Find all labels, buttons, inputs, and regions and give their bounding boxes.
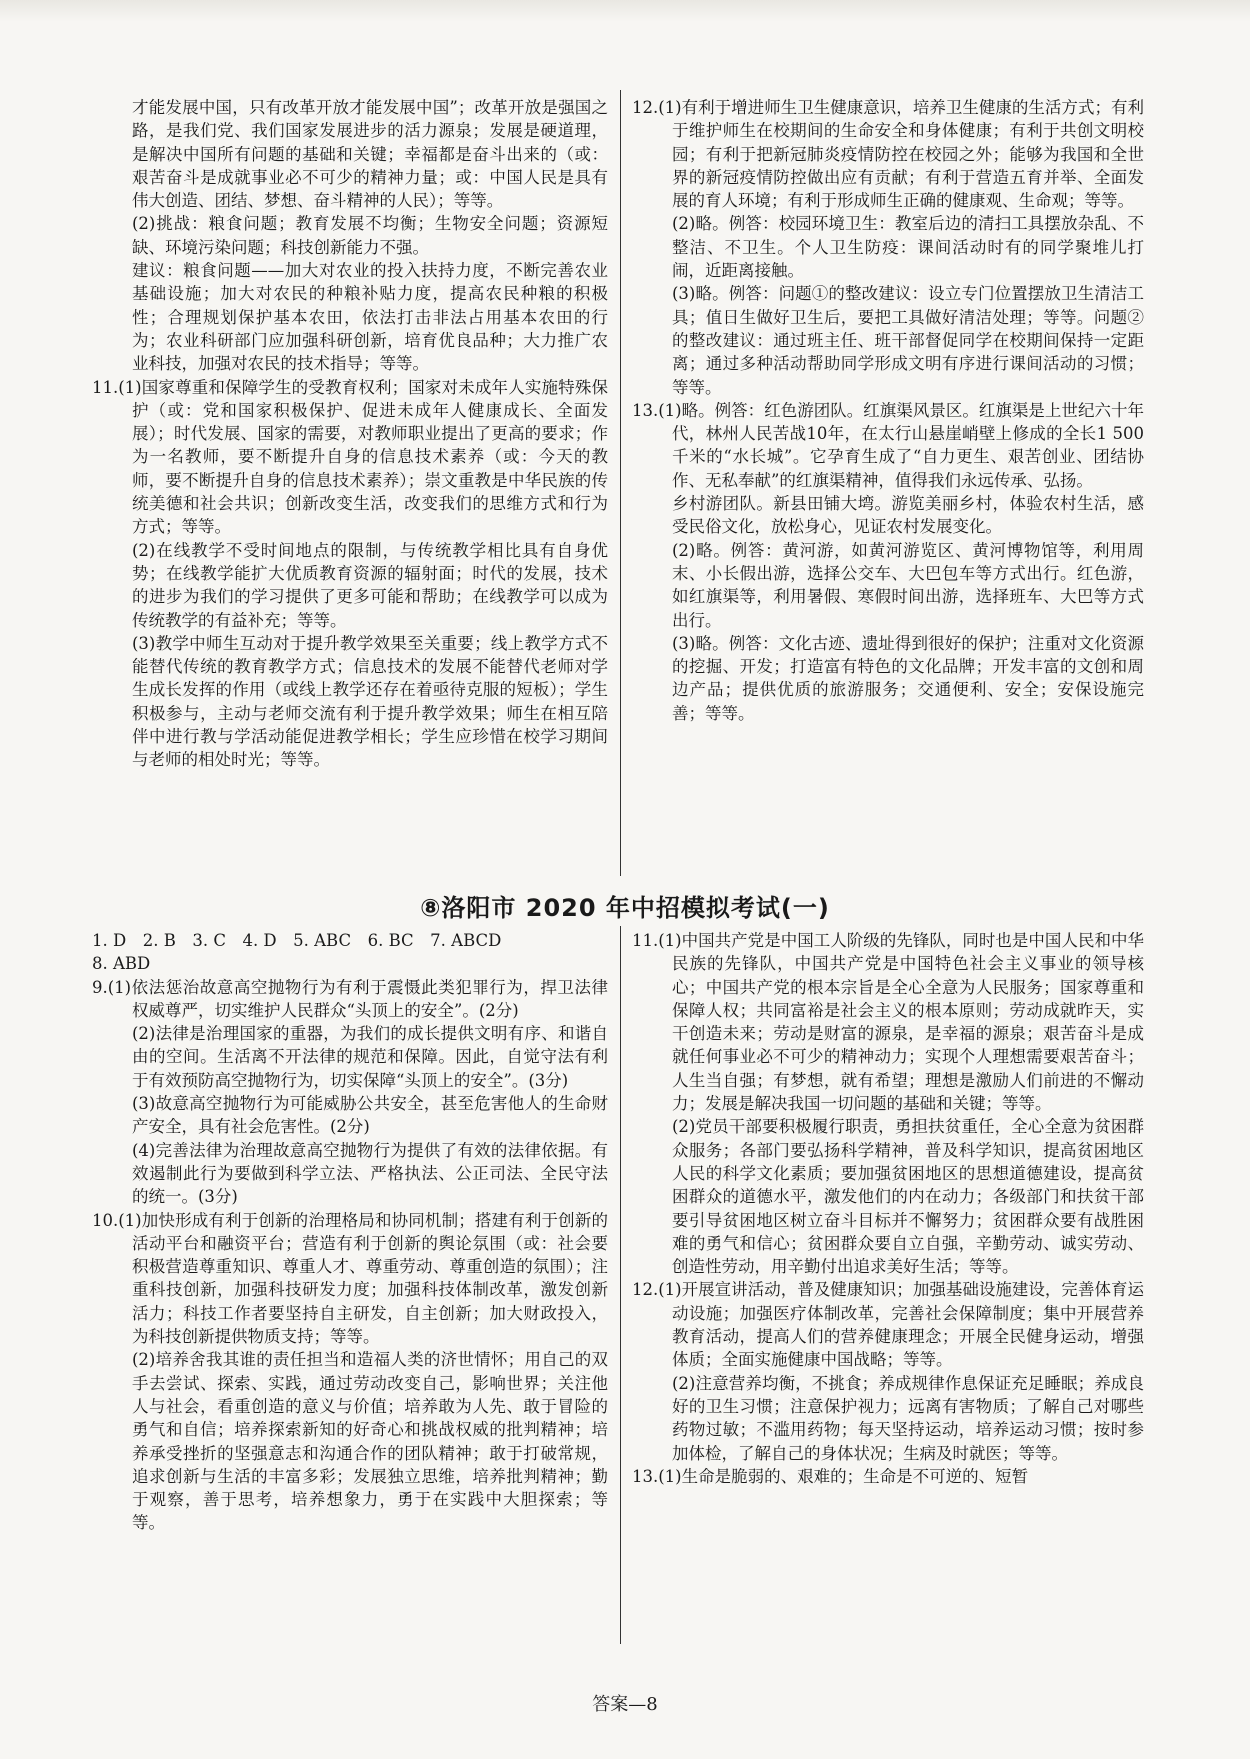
answer-paragraph: (3)教学中师生互动对于提升教学效果至关重要；线上教学方式不能替代传统的教育教学方式；信息技术的发展不能替代老师对学生成长发挥的作用（或线上教学还存在着亟待克服的短板）；学生积极参与，主动与老师交流有利于提升教学效果；师生在相互陪伴中进行教与学活动能促进教学相长；学生应珍惜在校学习期间与老师的相处时光；等等。 (132, 633, 608, 770)
answer-paragraph: (2)法律是治理国家的重器，为我们的成长提供文明有序、和谐自由的空间。生活离不开法律的规范和保障。因此，自觉守法有利于有效预防高空抛物行为，切实保障“头顶上的安全”。(3分) (132, 1024, 608, 1090)
answer-paragraph: 12.(1)有利于增进师生卫生健康意识，培养卫生健康的生活方式；有利于维护师生在校期间的生命安全和身体健康；有利于共创文明校园；有利于把新冠肺炎疫情防控在校园之外；能够为我国和全世界的新冠疫情防控做出应有贡献；有利于营造五育并举、全面发展的育人环境；有利于形成师生正确的健康观、生命观；等等。 (632, 98, 1144, 211)
answer-paragraph: (2)培养舍我其谁的责任担当和造福人类的济世情怀；用自己的双手去尝试、探索、实践，通过劳动改变自己，影响世界；关注他人与社会，看重创造的意义与价值；培养敢为人先、敢于冒险的勇气和自信；培养探索新知的好奇心和挑战权威的批判精神；培养承受挫折的坚强意志和沟通合作的团队精神；敢于打破常规，追求创新与生活的丰富多彩；发展独立思维，培养批判精神；勤于观察，善于思考，培养想象力，勇于在实践中大胆探索；等等。 (132, 1350, 608, 1533)
answer-paragraph: 13.(1)略。例答：红色游团队。红旗渠风景区。红旗渠是上世纪六十年代，林州人民苦战10年，在太行山悬崖峭壁上修成的全长1 500千米的“水长城”。它孕育生成了“自力更生、艰苦创业、团结协作、无私奉献”的红旗渠精神，值得我们永远传承、弘扬。 (632, 400, 1144, 490)
answer-paragraph: (3)略。例答：问题①的整改建议：设立专门位置摆放卫生清洁工具；值日生做好卫生后，要把工具做好清洁处理；等等。问题②的整改建议：通过班主任、班干部督促同学在校期间保持一定距离；通过多种活动帮助同学形成文明有序进行课间活动的习惯；等等。 (672, 284, 1144, 397)
answer-paragraph: 8. ABD (92, 954, 151, 974)
answer-paragraph: (2)略。例答：校园环境卫生：教室后边的清扫工具摆放杂乱、不整洁、不卫生。个人卫生防疫：课间活动时有的同学聚堆儿打闹，近距离接触。 (672, 214, 1144, 281)
page-footer: 答案—8 (592, 1694, 658, 1715)
column-divider-top (620, 90, 621, 876)
answer-paragraph: (3)略。例答：文化古迹、遗址得到很好的保护；注重对文化资源的挖掘、开发；打造富有特色的文化品牌；开发丰富的文创和周边产品；提供优质的旅游服务；交通便利、安全；安保设施完善；等等。 (672, 633, 1144, 723)
answer-paragraph: (2)在线教学不受时间地点的限制，与传统教学相比具有自身优势；在线教学能扩大优质教育资源的辐射面；时代的发展，技术的进步为我们的学习提供了更多可能和帮助；在线教学可以成为传统教学的有益补充；等等。 (132, 540, 608, 630)
answer-paragraph: 9.(1)依法惩治故意高空抛物行为有利于震慑此类犯罪行为，捍卫法律权威尊严，切实维护人民群众“头顶上的安全”。(2分) (92, 977, 608, 1020)
answer-paragraph: 13.(1)生命是脆弱的、艰难的；生命是不可逆的、短暂 (632, 1466, 1029, 1486)
answer-paragraph: (3)故意高空抛物行为可能威胁公共安全，甚至危害他人的生命财产安全，具有社会危害性。(2分) (132, 1094, 608, 1137)
answer-paragraph: (2)党员干部要积极履行职责，勇担扶贫重任，全心全意为贫困群众服务；各部门要弘扬科学精神，普及科学知识，提高贫困地区人民的科学文化素质；要加强贫困地区的思想道德建设，提高贫困群众的道德水平，激发他们的内在动力；各级部门和扶贫干部要引导贫困地区树立奋斗目标并不懈努力；贫困群众要有战胜困难的勇气和信心；贫困群众要自立自强，辛勤劳动、诚实劳动、创造性劳动，用辛勤付出追求美好生活；等等。 (672, 1117, 1144, 1277)
answer-paragraph: 11.(1)中国共产党是中国工人阶级的先锋队，同时也是中国人民和中华民族的先锋队，中国共产党是中国特色社会主义事业的领导核心；中国共产党的根本宗旨是全心全意为人民服务；国家尊重和保障人权；共同富裕是社会主义的根本原则；劳动成就昨天，实干创造未来；劳动是财富的源泉，是幸福的源泉；艰苦奋斗是成就任何事业必不可少的精神动力；实现个人理想需要艰苦奋斗；人生当自强；有梦想，就有希望；理想是激励人们前进的不懈动力；发展是解决我国一切问题的基础和关键；等等。 (632, 931, 1144, 1114)
answer-paragraph: 1. D 2. B 3. C 4. D 5. ABC 6. BC 7. ABCD (92, 931, 502, 950)
answer-paragraph: 11.(1)国家尊重和保障学生的受教育权利；国家对未成年人实施特殊保护（或：党和国家积极保护、促进未成年人健康成长、全面发展）；时代发展、国家的需要，对教师职业提出了更高的要求；作为一名教师，要不断提升自身的信息技术素养（或：今天的教师，要不断提升自身的信息技术素养）；崇文重教是中华民族的传统美德和社会共识；创新改变生活，改变我们的思维方式和行为方式；等等。 (92, 377, 608, 537)
bottom-left-column (92, 929, 608, 1535)
bottom-right-column (632, 929, 1144, 1488)
answer-paragraph: 12.(1)开展宣讲活动，普及健康知识；加强基础设施建设，完善体育运动设施；加强医疗体制改革，完善社会保障制度；集中开展营养教育活动，提高人们的营养健康理念；开展全民健身运动，增强体质；全面实施健康中国战略；等等。 (632, 1280, 1144, 1370)
top-left-column (92, 96, 608, 772)
answer-paragraph: (2)注意营养均衡，不挑食；养成规律作息保证充足睡眠；养成良好的卫生习惯；注意保护视力；远离有害物质；了解自己对哪些药物过敏；不滥用药物；每天坚持运动，培养运动习惯；按时参加体检，了解自己的身体状况；生病及时就医；等等。 (672, 1373, 1144, 1463)
answer-paragraph: (2)略。例答：黄河游，如黄河游览区、黄河博物馆等，利用周末、小长假出游，选择公交车、大巴包车等方式出行。红色游，如红旗渠等，利用暑假、寒假时间出游，选择班车、大巴等方式出行。 (672, 540, 1144, 630)
answer-paragraph: 乡村游团队。新县田铺大塆。游览美丽乡村，体验农村生活，感受民俗文化，放松身心，见证农村发展变化。 (672, 494, 1144, 537)
top-right-column (632, 96, 1144, 725)
page-top-edge (0, 0, 1250, 22)
answer-paragraph: 10.(1)加快形成有利于创新的治理格局和协同机制；搭建有利于创新的活动平台和融资平台；营造有利于创新的舆论氛围（或：社会要积极营造尊重知识、尊重人才、尊重劳动、尊重创造的氛围）；注重科技创新，加强科技研发力度；加强科技体制改革，激发创新活力；科技工作者要坚持自主研发，自主创新；加大财政投入，为科技创新提供物质支持；等等。 (92, 1210, 608, 1347)
answer-paragraph: 建议：粮食问题——加大对农业的投入扶持力度，不断完善农业基础设施；加大对农民的种粮补贴力度，提高农民种粮的积极性；合理规划保护基本农田，依法打击非法占用基本农田的行为；农业科研部门应加强科研创新，培育优良品种；大力推广农业科技，加强对农民的技术指导；等等。 (132, 261, 608, 374)
answer-paragraph: 才能发展中国，只有改革开放才能发展中国”；改革开放是强国之路，是我们党、我们国家发展进步的活力源泉；发展是硬道理，是解决中国所有问题的基础和关键；幸福都是奋斗出来的（或：艰苦奋斗是成就事业必不可少的精神力量；或：中国人民是具有伟大创造、团结、梦想、奋斗精神的人民）；等等。 (132, 98, 608, 211)
answer-paragraph: (4)完善法律为治理故意高空抛物行为提供了有效的法律依据。有效遏制此行为要做到科学立法、严格执法、公正司法、全民守法的统一。(3分) (132, 1140, 608, 1207)
section-title: ⑧洛阳市 2020 年中招模拟考试(一) (420, 894, 830, 922)
column-divider-bottom (620, 926, 621, 1644)
answer-paragraph: (2)挑战：粮食问题；教育发展不均衡；生物安全问题；资源短缺、环境污染问题；科技创新能力不强。 (132, 214, 608, 257)
